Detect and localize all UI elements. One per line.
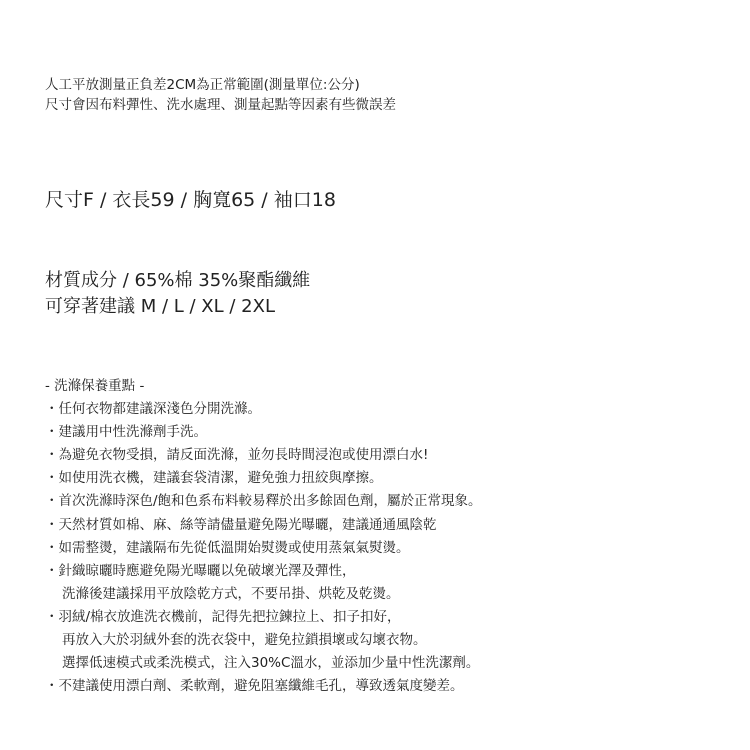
recommended-sizes: 可穿著建議 M / L / XL / 2XL <box>45 296 275 317</box>
care-item-continuation: 再放入大於羽絨外套的洗衣袋中，避免拉鎖損壞或勾壞衣物。 <box>62 632 427 649</box>
care-item: ・不建議使用漂白劑、柔軟劑，避免阻塞纖維毛孔，導致透氣度變差。 <box>45 678 464 695</box>
care-item: ・天然材質如棉、麻、絲等請儘量避免陽光曝曬，建議通通風陰乾 <box>45 516 437 533</box>
care-item: ・首次洗滌時深色/飽和色系布料較易釋於出多餘固色劑，屬於正常現象。 <box>45 493 482 510</box>
size-spec-text: 尺寸F / 衣長59 / 胸寬65 / 袖口18 <box>45 189 336 211</box>
care-instructions <box>45 375 730 698</box>
care-item: ・如需整燙，建議隔布先從低溫開始熨燙或使用蒸氣氣熨燙。 <box>45 539 410 556</box>
care-item: ・為避免衣物受損，請反面洗滌，並勿長時間浸泡或使用漂白水! <box>45 447 429 464</box>
material-info <box>45 268 730 320</box>
care-item-continuation: 洗滌後建議採用平放陰乾方式，不要吊掛、烘乾及乾燙。 <box>62 585 400 602</box>
size-spec <box>45 186 730 214</box>
measurement-variance-note: 尺寸會因布料彈性、洗水處理、測量起點等因素有些微誤差 <box>45 97 396 113</box>
care-item: ・針織晾曬時應避免陽光曝曬以免破壞光澤及彈性， <box>45 562 356 579</box>
care-item: ・建議用中性洗滌劑手洗。 <box>45 424 207 441</box>
material-composition: 材質成分 / 65%棉 35%聚酯纖維 <box>45 270 311 291</box>
care-item: ・如使用洗衣機，建議套袋清潔，避免強力扭絞與摩擦。 <box>45 470 383 487</box>
measurement-tolerance-note: 人工平放測量正負差2CM為正常範圍(測量單位:公分) <box>45 77 360 93</box>
care-item: ・羽絨/棉衣放進洗衣機前，記得先把拉鍊拉上、扣子扣好， <box>45 608 401 625</box>
measurement-notes <box>45 75 730 115</box>
care-item-continuation: 選擇低速模式或柔洗模式，注入30%C溫水，並添加少量中性洗潔劑。 <box>62 655 480 672</box>
care-item: ・任何衣物都建議深淺色分開洗滌。 <box>45 401 261 418</box>
care-heading: - 洗滌保養重點 - <box>45 378 145 394</box>
